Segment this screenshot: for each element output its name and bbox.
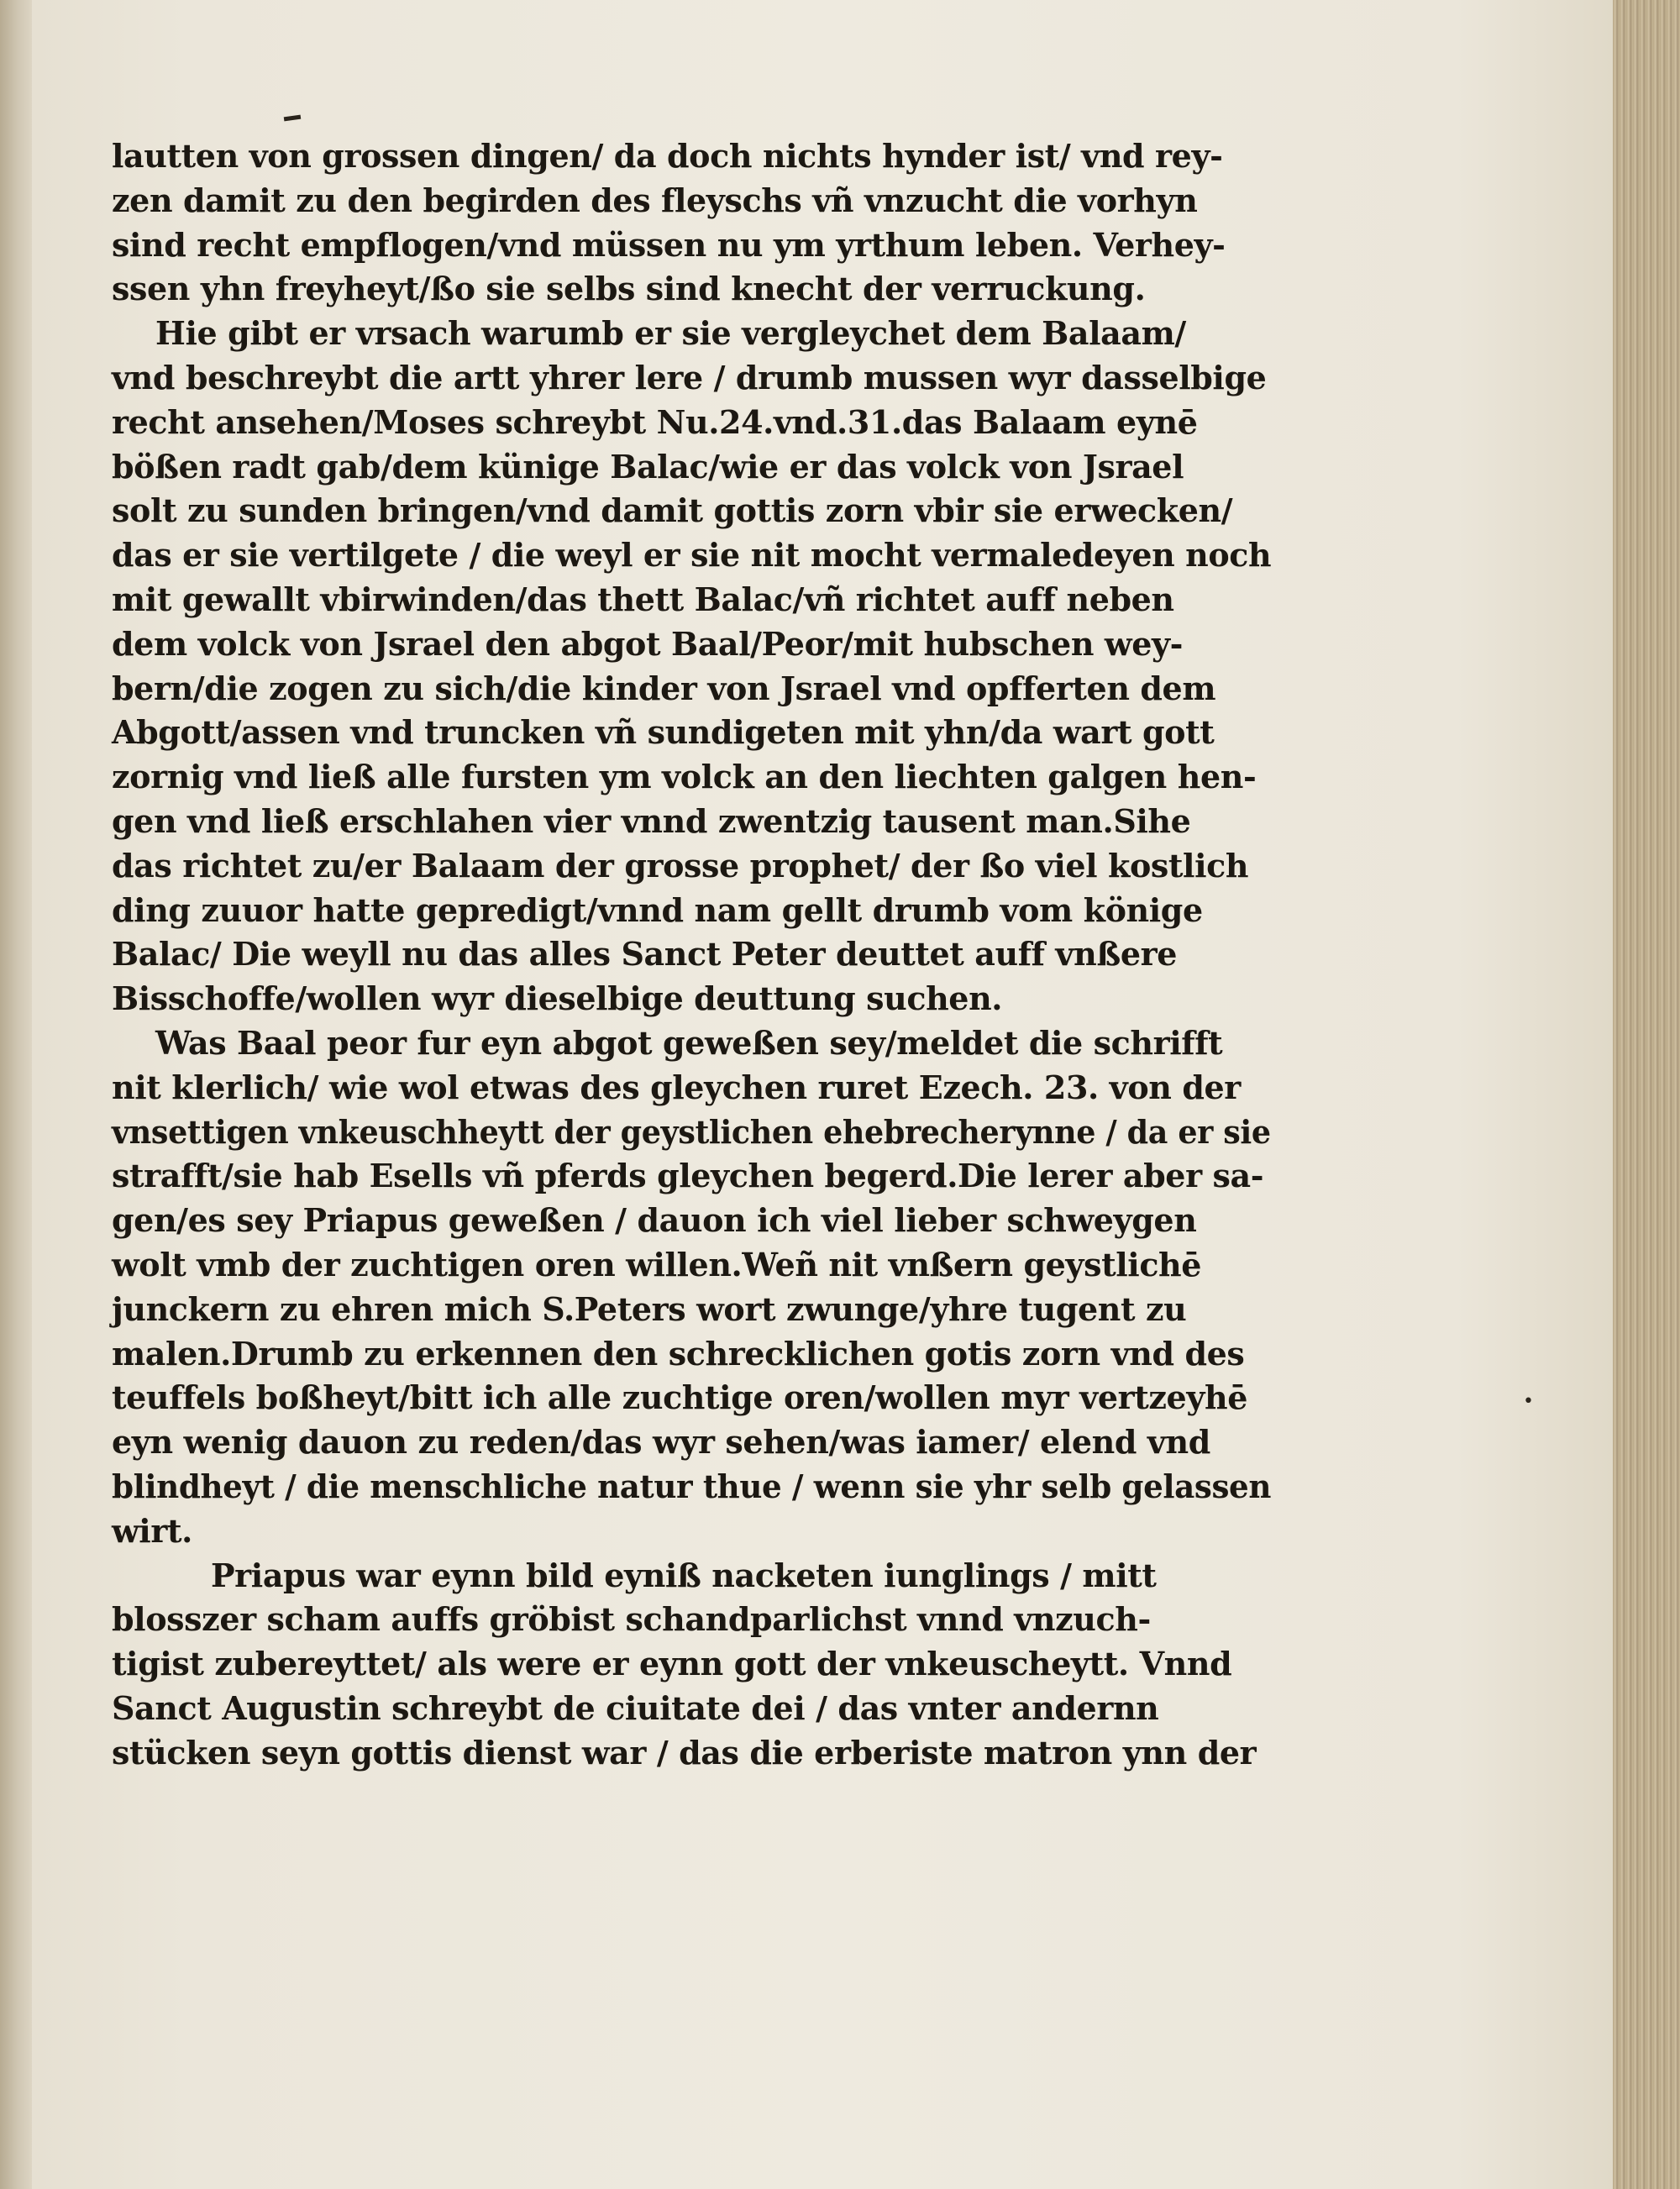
ink-mark [284, 115, 302, 122]
text-line: tigist zubereyttet/ als were er eynn gott der vnkeuscheytt. Vnnd [112, 1645, 1232, 1683]
text-line: wirt. [112, 1511, 192, 1550]
text-line: wolt vmb der zuchtigen oren willen.Weñ nit vnßern geystlichē [112, 1245, 1202, 1283]
text-line: blosszer scham auffs gröbist schandparlichst vnnd vnzuch- [112, 1600, 1151, 1639]
text-line: recht ansehen/Moses schreybt Nu.24.vnd.31.das Balaam eynē [112, 402, 1198, 441]
text-line: gen/es sey Priapus geweßen / dauon ich viel lieber schweygen [112, 1201, 1197, 1240]
text-line: zen damit zu den begirden des fleyschs vñ vnzucht die vorhyn [112, 181, 1198, 219]
paragraph-start-line: Hie gibt er vrsach warumb er sie vergleychet dem Balaam/ [155, 314, 1186, 353]
paragraph-start-line: Was Baal peor fur eyn abgot geweßen sey/meldet die schrifft [155, 1023, 1223, 1062]
text-line: lautten von grossen dingen/ da doch nichts hynder ist/ vnd rey- [112, 137, 1223, 175]
paragraph-start-line: Priapus war eynn bild eyniß nacketen iunglings / mitt [211, 1556, 1157, 1594]
text-line: Balac/ Die weyll nu das alles Sanct Peter deuttet auff vnßere [112, 935, 1177, 974]
text-block [112, 134, 1271, 1775]
text-line: solt zu sunden bringen/vnd damit gottis zorn vbir sie erwecken/ [112, 491, 1233, 530]
text-line: Bisschoffe/wollen wyr dieselbige deuttung suchen. [112, 979, 1003, 1018]
text-line: mit gewallt vbirwinden/das thett Balac/vñ richtet auff neben [112, 580, 1174, 618]
text-line: stücken seyn gottis dienst war / das die erberiste matron ynn der [112, 1733, 1257, 1772]
text-line: bößen radt gab/dem künige Balac/wie er das volck von Jsrael [112, 447, 1184, 486]
text-line: eyn wenig dauon zu reden/das wyr sehen/was iamer/ elend vnd [112, 1423, 1210, 1462]
text-line: Sanct Augustin schreybt de ciuitate dei / das vnter andernn [112, 1688, 1159, 1727]
text-line: vnsettigen vnkeuschheytt der geystlichen ehebrecherynne / da er sie [112, 1112, 1271, 1151]
text-line: das er sie vertilgete / die weyl er sie nit mocht vermaledeyen noch [112, 536, 1272, 575]
text-line: gen vnd ließ erschlahen vier vnnd zwentzig tausent man.Sihe [112, 801, 1191, 840]
text-line: malen.Drumb zu erkennen den schrecklichen gotis zorn vnd des [112, 1334, 1245, 1373]
text-line: junckern zu ehren mich S.Peters wort zwunge/yhre tugent zu [112, 1289, 1187, 1328]
text-line: Abgott/assen vnd truncken vñ sundigeten mit yhn/da wart gott [112, 713, 1215, 752]
text-line: vnd beschreybt die artt yhrer lere / drumb mussen wyr dasselbige [112, 358, 1267, 396]
text-line: strafft/sie hab Esells vñ pferds gleychen begerd.Die lerer aber sa- [112, 1157, 1264, 1195]
text-line: dem volck von Jsrael den abgot Baal/Peor/mit hubschen wey- [112, 624, 1184, 663]
page-edges-stack [1613, 0, 1680, 2189]
text-line: blindheyt / die menschliche natur thue / wenn sie yhr selb gelassen [112, 1467, 1272, 1505]
text-line: teuffels boßheyt/bitt ich alle zuchtige oren/wollen myr vertzeyhē [112, 1378, 1248, 1417]
text-line: sind recht empflogen/vnd müssen nu ym yrthum leben. Verhey- [112, 225, 1226, 264]
text-line: nit klerlich/ wie wol etwas des gleychen ruret Ezech. 23. von der [112, 1068, 1241, 1106]
ink-dot: • [1523, 1391, 1534, 1412]
text-line: bern/die zogen zu sich/die kinder von Jsrael vnd opfferten dem [112, 669, 1216, 707]
page [32, 0, 1613, 2189]
text-line: ding zuuor hatte gepredigt/vnnd nam gellt drumb vom könige [112, 890, 1203, 929]
left-page-edge [0, 0, 32, 2189]
text-line: ssen yhn freyheyt/ßo sie selbs sind knecht der verruckung. [112, 270, 1146, 308]
text-line: das richtet zu/er Balaam der grosse prophet/ der ßo viel kostlich [112, 846, 1249, 885]
text-line: zornig vnd ließ alle fursten ym volck an den liechten galgen hen- [112, 758, 1257, 796]
